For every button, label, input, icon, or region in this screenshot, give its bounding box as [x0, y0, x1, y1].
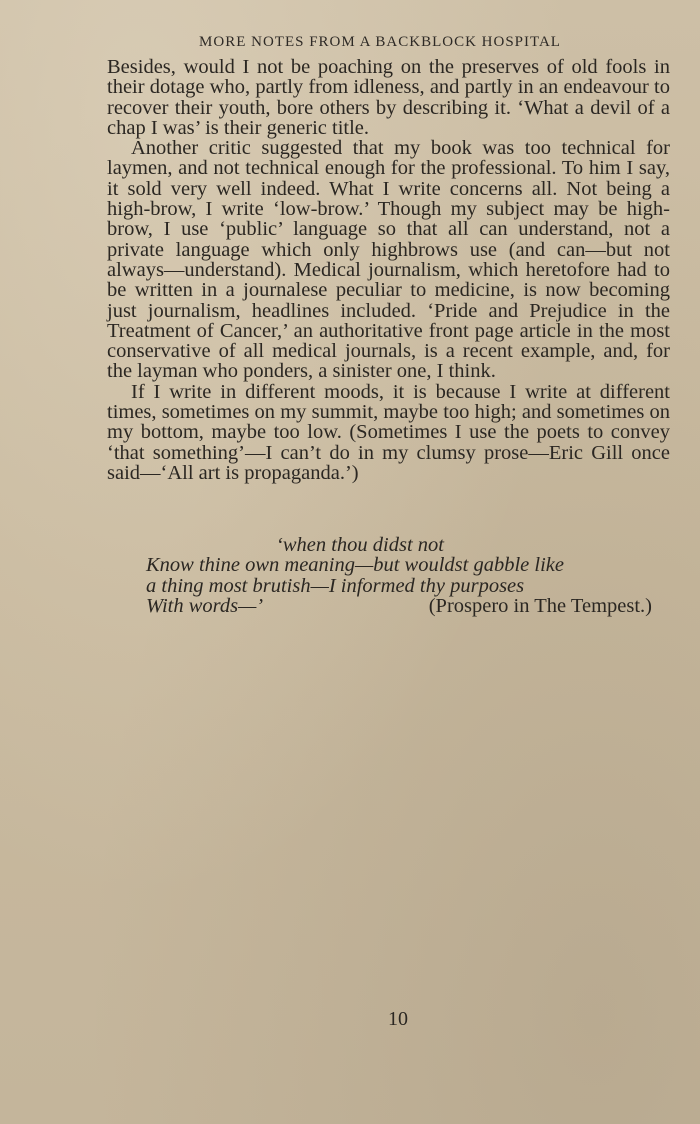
verse-line-3: a thing most brutish—I informed thy purposes [146, 574, 525, 597]
paragraph-3: If I write in different moods, it is because I write at different times, sometimes on my summit, maybe too high; and sometimes on my bottom, maybe too low. (Sometimes I use the poets to convey ‘that something’—I can’t do in my clumsy prose—Eric Gill once said—‘All art is propaganda.’) [107, 380, 670, 484]
verse-quotation [146, 535, 666, 616]
page-number: 10 [388, 1008, 408, 1030]
paragraph-2: Another critic suggested that my book was too technical for laymen, and not technical enough for the professional. To him I say, it sold very well indeed. What I write concerns all. Not being a high-brow, I write ‘low-brow.’ Though my subject may be high-brow, I use ‘public’ language so that all can understand, not a private language which only highbrows use (and can—but not always—understand). Medical journalism, which heretofore had to be written in a journalese peculiar to medicine, is now becoming just journalism, headlines included. ‘Pride and Prejudice in the Treatment of Cancer,’ an authoritative front page article in the most conservative of all medical journals, is a recent example, and, for the layman who ponders, a sinister one, I think. [107, 137, 670, 383]
verse-line-4-text: With words—’ [146, 594, 264, 617]
verse-line-2: Know thine own meaning—but wouldst gabble like [146, 554, 564, 577]
verse-attribution: (Prospero in The Tempest.) [428, 594, 652, 617]
paragraph-1: Besides, would I not be poaching on the preserves of old fools in their dotage who, partly from idleness, and partly in an endeavour to recover their youth, bore others by describing it. ‘What a devil of a chap I was’ is their generic title. [107, 56, 670, 139]
body-text [107, 57, 670, 483]
verse-line-1: ‘when thou didst not [276, 534, 444, 556]
running-head: MORE NOTES FROM A BACKBLOCK HOSPITAL [199, 34, 561, 50]
verse-line-4 [146, 596, 652, 616]
